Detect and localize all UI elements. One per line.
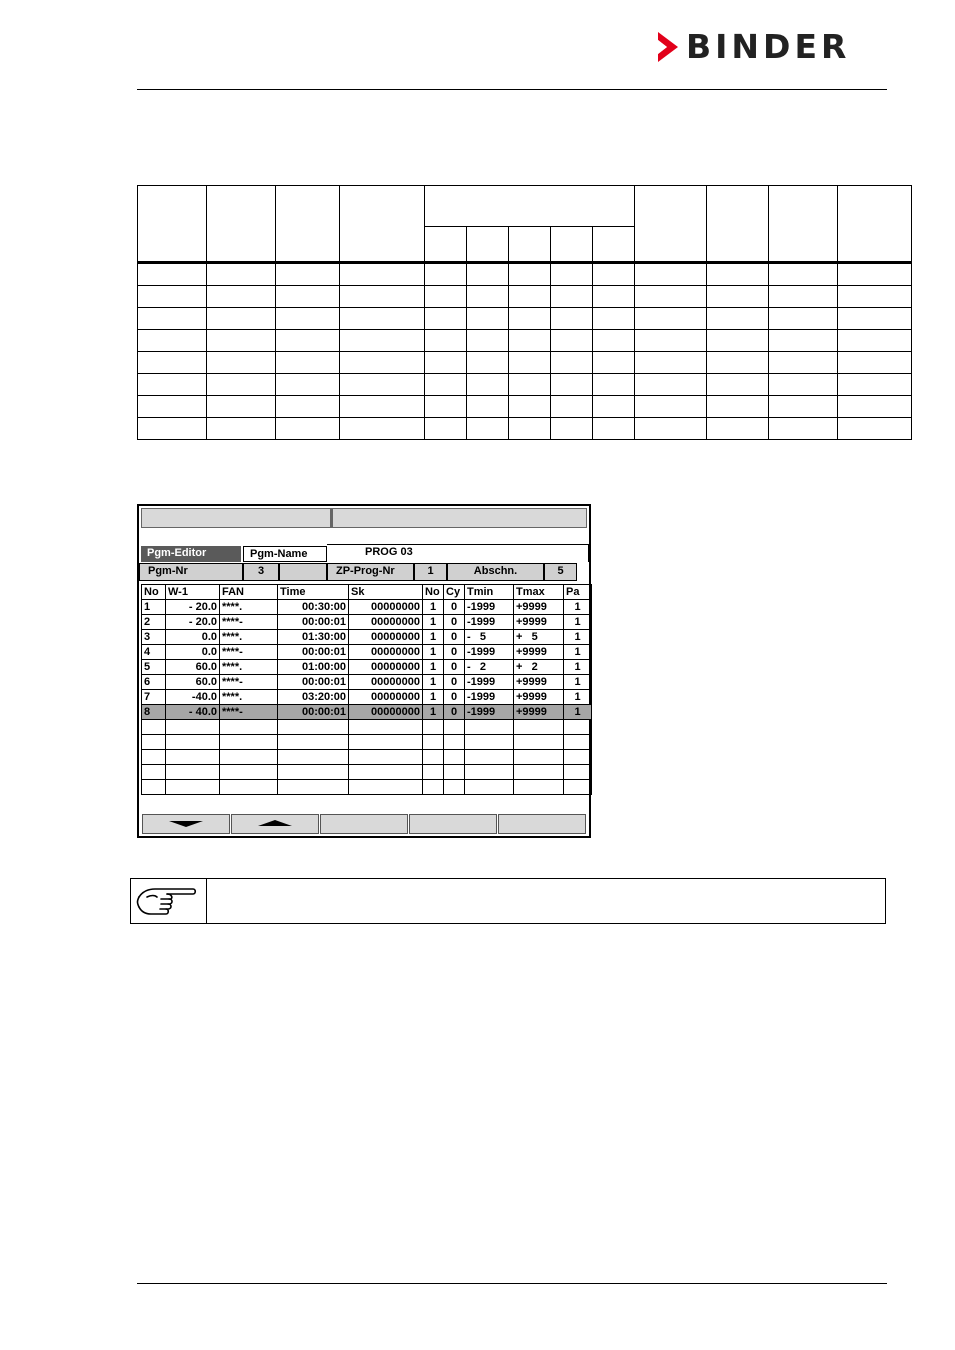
down-arrow-icon (169, 821, 203, 827)
table-cell[interactable]: -1999 (465, 615, 514, 630)
table-cell[interactable]: - 5 (465, 630, 514, 645)
table-row (138, 286, 912, 308)
scroll-down-button[interactable] (142, 814, 230, 834)
table-cell[interactable]: 8 (142, 705, 166, 720)
table-cell[interactable]: 01:00:00 (278, 660, 349, 675)
program-table (141, 584, 592, 795)
table-cell[interactable]: 1 (423, 705, 444, 720)
table-cell[interactable]: 00000000 (349, 630, 423, 645)
table-cell[interactable]: 1 (564, 645, 592, 660)
empty-row[interactable] (142, 720, 592, 735)
table-cell[interactable]: 1 (564, 675, 592, 690)
table-cell[interactable]: 01:30:00 (278, 630, 349, 645)
table-row (138, 418, 912, 440)
table-cell[interactable]: 0 (444, 675, 465, 690)
table-cell[interactable]: 1 (423, 615, 444, 630)
table-cell[interactable]: -1999 (465, 645, 514, 660)
table-cell[interactable]: 0 (444, 600, 465, 615)
brand-name: BINDER (686, 27, 851, 66)
function-button-4[interactable] (409, 814, 497, 834)
table-cell[interactable]: - 40.0 (166, 705, 220, 720)
table-cell[interactable]: +9999 (514, 645, 564, 660)
table-cell[interactable]: + 2 (514, 660, 564, 675)
table-cell[interactable]: 60.0 (166, 660, 220, 675)
table-cell[interactable]: +9999 (514, 615, 564, 630)
binder-logo-mark (656, 30, 682, 64)
table-cell[interactable]: 00000000 (349, 615, 423, 630)
table-cell[interactable]: 1 (142, 600, 166, 615)
column-header: No (142, 585, 166, 600)
table-cell[interactable]: 1 (423, 660, 444, 675)
zp-program-label: ZP-Prog-Nr (327, 563, 414, 581)
column-header: FAN (220, 585, 278, 600)
table-cell[interactable]: 0 (444, 705, 465, 720)
table-cell[interactable]: ****- (220, 645, 278, 660)
table-cell[interactable]: 00000000 (349, 690, 423, 705)
table-cell[interactable]: 1 (564, 690, 592, 705)
column-header: No (423, 585, 444, 600)
column-header: Time (278, 585, 349, 600)
table-cell[interactable]: 1 (564, 705, 592, 720)
table-cell[interactable]: 1 (564, 615, 592, 630)
table-cell[interactable]: 00:00:01 (278, 615, 349, 630)
table-cell[interactable]: 1 (423, 600, 444, 615)
table-cell[interactable]: +9999 (514, 705, 564, 720)
table-cell[interactable]: ****- (220, 705, 278, 720)
table-cell[interactable]: -1999 (465, 600, 514, 615)
table-row (138, 374, 912, 396)
header-rule (137, 89, 887, 90)
empty-row[interactable] (142, 780, 592, 795)
up-arrow-icon (258, 820, 292, 826)
function-button-5[interactable] (498, 814, 586, 834)
table-cell[interactable]: 6 (142, 675, 166, 690)
table-cell[interactable]: 0 (444, 645, 465, 660)
empty-row[interactable] (142, 750, 592, 765)
table-cell[interactable]: 0 (444, 630, 465, 645)
program-number-label: Pgm-Nr (139, 563, 243, 581)
program-name-value[interactable]: PROG 03 (327, 544, 589, 562)
table-cell[interactable]: +9999 (514, 690, 564, 705)
blank-field (279, 563, 327, 581)
table-cell[interactable]: +9999 (514, 600, 564, 615)
table-cell[interactable]: 2 (142, 615, 166, 630)
column-header: W-1 (166, 585, 220, 600)
table-cell[interactable]: 0 (444, 690, 465, 705)
pointing-hand-icon (135, 883, 199, 921)
table-cell[interactable]: 4 (142, 645, 166, 660)
table-row[interactable] (142, 675, 592, 690)
table-cell[interactable]: 00000000 (349, 660, 423, 675)
table-row (138, 396, 912, 418)
table-row (138, 308, 912, 330)
footer-rule (137, 1283, 887, 1284)
empty-form-table (137, 185, 912, 440)
table-cell[interactable]: ****- (220, 675, 278, 690)
program-editor-screen (137, 504, 591, 838)
table-row (138, 352, 912, 374)
column-header: Pa (564, 585, 592, 600)
table-cell[interactable]: -40.0 (166, 690, 220, 705)
table-cell[interactable]: 00000000 (349, 645, 423, 660)
table-cell[interactable]: 00:00:01 (278, 705, 349, 720)
editor-mode-label: Pgm-Editor (141, 546, 241, 562)
table-cell[interactable]: 00:30:00 (278, 600, 349, 615)
table-cell[interactable]: 03:20:00 (278, 690, 349, 705)
screen-tab-bar[interactable] (141, 508, 587, 528)
table-row[interactable] (142, 615, 592, 630)
column-header: Tmax (514, 585, 564, 600)
table-cell[interactable]: 1 (423, 690, 444, 705)
table-cell[interactable]: 00:00:01 (278, 675, 349, 690)
table-cell[interactable]: 5 (142, 660, 166, 675)
program-number-value[interactable]: 3 (243, 563, 279, 581)
section-label: Abschn. (447, 563, 544, 581)
table-cell[interactable]: 0.0 (166, 630, 220, 645)
table-cell[interactable]: 3 (142, 630, 166, 645)
table-cell[interactable]: 1 (423, 645, 444, 660)
table-cell[interactable]: 00:00:01 (278, 645, 349, 660)
column-header: Sk (349, 585, 423, 600)
table-row[interactable] (142, 690, 592, 705)
table-cell[interactable]: -1999 (465, 705, 514, 720)
table-cell[interactable]: 0 (444, 660, 465, 675)
program-name-label: Pgm-Name (243, 546, 327, 562)
table-cell[interactable]: 00000000 (349, 705, 423, 720)
scroll-up-button[interactable] (231, 814, 319, 834)
table-cell[interactable]: -1999 (465, 675, 514, 690)
table-cell[interactable]: 1 (564, 630, 592, 645)
table-cell[interactable]: +9999 (514, 675, 564, 690)
empty-row[interactable] (142, 735, 592, 750)
table-cell[interactable]: 1 (564, 660, 592, 675)
table-row[interactable] (142, 705, 592, 720)
table-cell[interactable]: - 20.0 (166, 615, 220, 630)
table-row (138, 263, 912, 286)
column-header: Tmin (465, 585, 514, 600)
table-cell[interactable]: 0.0 (166, 645, 220, 660)
zp-program-value[interactable]: 1 (414, 563, 447, 581)
table-cell[interactable]: 00000000 (349, 600, 423, 615)
table-row[interactable] (142, 630, 592, 645)
table-cell[interactable]: 1 (423, 630, 444, 645)
table-cell[interactable]: 7 (142, 690, 166, 705)
table-row[interactable] (142, 660, 592, 675)
table-row[interactable] (142, 645, 592, 660)
table-cell[interactable]: ****. (220, 660, 278, 675)
table-cell[interactable]: ****. (220, 690, 278, 705)
binder-logo (656, 27, 888, 66)
table-cell[interactable]: 00000000 (349, 675, 423, 690)
table-cell[interactable]: 0 (444, 615, 465, 630)
table-cell[interactable]: 1 (423, 675, 444, 690)
table-header-row (142, 585, 592, 600)
table-cell[interactable]: 1 (564, 600, 592, 615)
table-cell[interactable]: ****. (220, 630, 278, 645)
table-cell[interactable]: 60.0 (166, 675, 220, 690)
column-header: Cy (444, 585, 465, 600)
table-row (138, 330, 912, 352)
note-box (130, 878, 886, 924)
table-cell[interactable]: ****. (220, 600, 278, 615)
table-cell[interactable]: - 2 (465, 660, 514, 675)
table-cell[interactable]: -1999 (465, 690, 514, 705)
table-cell[interactable]: - 20.0 (166, 600, 220, 615)
function-button-3[interactable] (320, 814, 408, 834)
table-cell[interactable]: + 5 (514, 630, 564, 645)
section-value[interactable]: 5 (544, 563, 577, 581)
table-row[interactable] (142, 600, 592, 615)
empty-row[interactable] (142, 765, 592, 780)
table-cell[interactable]: ****- (220, 615, 278, 630)
